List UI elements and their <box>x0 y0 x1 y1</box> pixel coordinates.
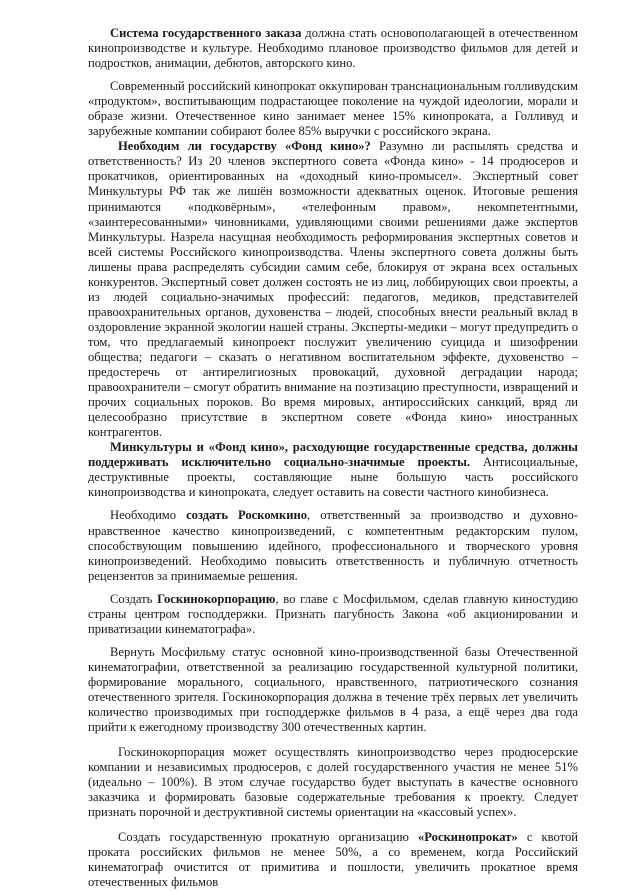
paragraph-producers <box>88 745 578 820</box>
bold-lead: «Роскинопрокат» <box>417 830 518 845</box>
paragraph-text: , во главе с Мосфильмом, сделав главную киностудию страны центром господдержки. Признать пагубность Закона «об акционировании и приватизации кинематографа». <box>88 591 579 636</box>
paragraph-rental-market <box>88 79 578 139</box>
paragraph-prefix: Создать <box>110 591 158 606</box>
paragraph-text: Госкинокорпорация может осуществлять кинопроизводство через продюсерские компании и независимых продюсеров, с долей государственного участия не менее 51% (идеально – 100%). В этом случае государство будет выступать в качестве основного заказчика и формировать базовые содержательные требования к проекту. Следует признать порочной и деструктивной системы ориентации на «кассовый успех». <box>88 745 578 820</box>
paragraph-text: должна стать основополагающей в отечественном кинопроизводстве и культуре. Необходимо плановое производство фильмов для детей и подростков, анимации, дебютов, авторского кино. <box>88 26 578 71</box>
bold-lead: Необходим ли государству «Фонд кино»? <box>118 139 371 154</box>
paragraph-prefix: Необходимо <box>110 508 187 523</box>
paragraph-fond-kino <box>88 139 578 440</box>
bold-lead: Минкультуры и «Фонд кино», расходующие государственные средства, должны поддерживать исключительно социально-значимые проекты. <box>88 440 578 470</box>
paragraph-roskomkino <box>88 508 578 583</box>
paragraph-text: Современный российский кинопрокат оккупирован транснациональным голливудским «продуктом», воспитывающим подрастающее поколение на чуждой идеологии, морали и образе жизни. Отечественное кино занимает менее 15% кинопроката, а Голливуд и зарубежные компании собирают более 85% выручки с российского экрана. <box>88 79 578 139</box>
paragraph-text: Разумно ли распылять средства и ответственность? Из 20 членов экспертного совета «Фонда кино» - 14 продюсеров и прокатчиков, ориентированных на «доходный кино-промысел». Экспертный совет Минкультуры РФ так же лишён возможности адекватных оценок. Итоговые решения принимаются «подковёрным», «телефонным правом», некомпетентными, «заинтересованными» чиновниками, удивляющими своими решениями даже экспертов Минкультуры. Назрела насущная необходимость реформирования экспертных советов и всей системы Российского кинопроизводства. Члены экспертного совета должны быть лишены права распределять субсидии самим себе, блокируя от экрана всех остальных конкурентов. Экспертный совет должен состоять не из лиц, лоббирующих свои проекты, а из людей социально-значимых профессий: педагогов, медиков, представителей правоохранительных органов, духовенства – людей, способных внести реальный вклад в оздоровление экранной экологии нашей страны. Эксперты-медики – могут предупредить о том, что предлагаемый кинопроект послужит увеличению суицида и шизофрении общества; педагоги – сказать о негативном воспитательном эффекте, духовенство – предостеречь от антирелигиозных провокаций, духовной деградации народа; правоохранители – смогут обратить внимание на поэтизацию преступности, извращений и прочих социальных пороков. Во время мировых, антироссийских санкций, вряд ли целесообразно присутствие в экспертном совете «Фонда кино» иностранных контрагентов. <box>88 139 578 440</box>
paragraph-state-order <box>88 26 578 71</box>
paragraph-mosfilm <box>88 645 578 735</box>
bold-lead: Госкинокорпорацию <box>157 591 276 606</box>
document-page <box>88 26 578 891</box>
bold-lead: создать Роскомкино <box>186 508 308 523</box>
paragraph-social-projects <box>88 440 578 500</box>
paragraph-roskinoprokat <box>88 830 578 890</box>
paragraph-text: Антисоциальные, деструктивные проекты, составляющие ныне большую часть российского кинопроизводства и кинопроката, следует оставить на совести частного кинобизнеса. <box>88 455 578 500</box>
bold-lead: Система государственного заказа <box>110 26 302 40</box>
paragraph-prefix: Создать государственную прокатную организацию <box>118 830 418 845</box>
paragraph-text: Вернуть Мосфильму статус основной кино-производственной базы Отечественной кинематографии, ответственной за реализацию государственной культурной политики, формирование морального, социального, нравственного, патриотического сознания отечественного зрителя. Госкинокорпорация должна в течение трёх первых лет увеличить количество производимых при господдержке фильмов в 4 раза, а ещё через два года прийти к ежегодному производству 300 отечественных картин. <box>88 644 578 735</box>
paragraph-goskinokorporatsiya <box>88 592 578 637</box>
paragraph-text: , ответственный за производство и духовно-нравственное качество кинопроизведений, с компетентным редакторским пулом, способствующим повышению идейного, профессионального и творческого уровня кинопроизведений. Необходимо повысить ответственность и публичную отчетность рецензентов за принимаемые решения. <box>88 508 578 583</box>
paragraph-text: с квотой проката российских фильмов не менее 50%, а со временем, когда Российский кинематограф очистится от примитива и пошлости, увеличить прокатное время отечественных фильмов <box>88 830 578 890</box>
